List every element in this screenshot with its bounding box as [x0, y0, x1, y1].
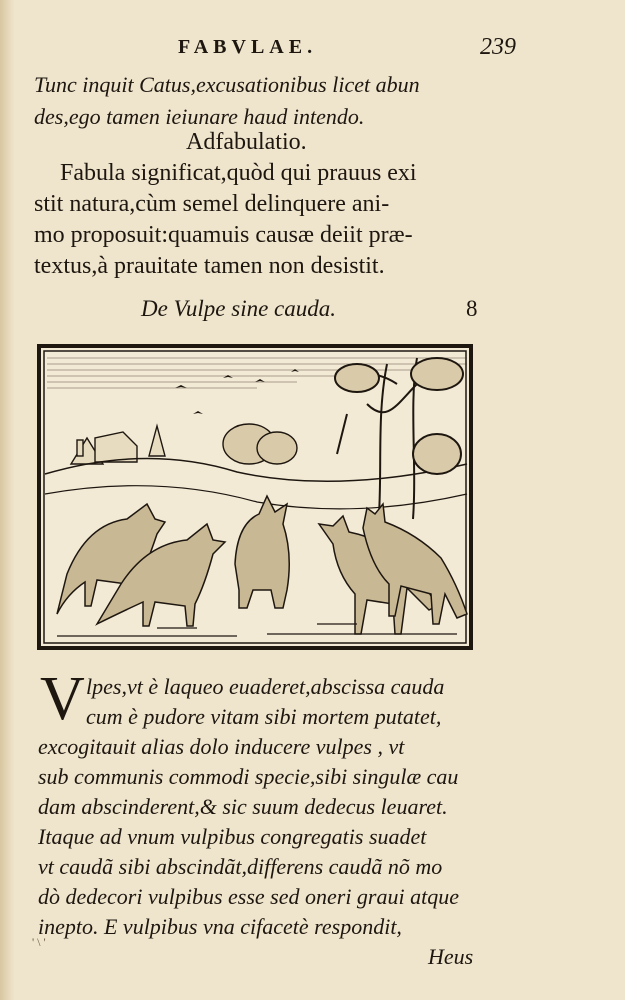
body-line: dam abscinderent,& sic suum dedecus leuaret. [38, 794, 448, 819]
body-line: inepto. E vulpibus vna cifacetè respondit, [38, 914, 402, 939]
body-line: cum è pudore vitam sibi mortem putatet, [86, 704, 442, 729]
body-line: excogitauit alias dolo inducere vulpes , vt [38, 734, 405, 759]
margin-marks: ' \ ' [32, 935, 46, 949]
moral-line: mo proposuit:quamuis causæ deiit præ- [34, 222, 413, 248]
moral-line: textus,à prauitate tamen non desistit. [34, 253, 385, 279]
adfabulatio-heading: Adfabulatio. [186, 129, 307, 155]
drop-cap: V [40, 665, 85, 733]
body-line: dò dedecori vulpibus esse sed oneri graui atque [38, 884, 459, 909]
fable-number: 8 [466, 296, 478, 321]
moral-line: Fabula significat,quòd qui prauus exi [60, 160, 417, 186]
woodcut-illustration [37, 344, 473, 650]
moral-line: stit natura,cùm semel delinquere ani- [34, 191, 390, 217]
body-line: lpes,vt è laqueo euaderet,abscissa cauda [86, 674, 445, 699]
page-number: 239 [480, 34, 516, 60]
running-title: FABVLAE. [178, 36, 318, 58]
body-line: Itaque ad vnum vulpibus congregatis suadet [38, 824, 427, 849]
text-line: des,ego tamen ieiunare haud intendo. [34, 104, 365, 129]
body-line: vt caudã sibi abscindãt,differens caudã nõ mo [38, 854, 443, 879]
body-line: sub communis commodi specie,sibi singulæ cau [38, 764, 459, 789]
page-gutter [0, 0, 14, 1000]
text-line: Tunc inquit Catus,excusationibus licet abun [34, 72, 420, 97]
page-header [0, 36, 625, 66]
fable-title: De Vulpe sine cauda. [141, 296, 337, 321]
catchword: Heus [428, 944, 474, 969]
